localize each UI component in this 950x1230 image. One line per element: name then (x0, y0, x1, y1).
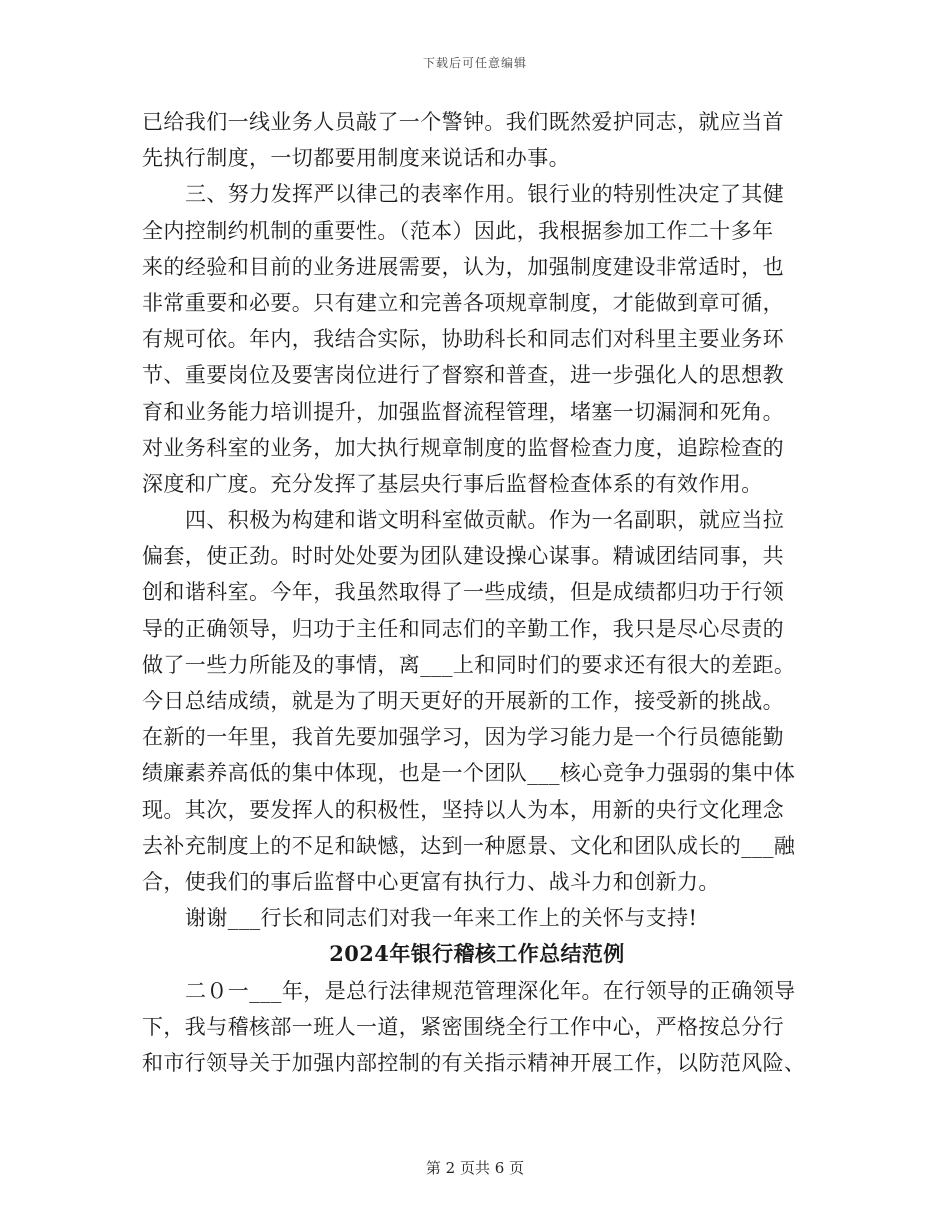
text-line: 在新的一年里，我首先要加强学习，因为学习能力是一个行员德能勤 (142, 725, 784, 750)
text-line: 有规可依。年内，我结合实际，协助科长和同志们对科里主要业务环 (142, 327, 784, 352)
text-line: 和市行领导关于加强内部控制的有关指示精神开展工作，以防范风险、 (142, 1050, 806, 1075)
text-line: 来的经验和目前的业务进展需要，认为，加强制度建设非常适时，也 (142, 254, 784, 279)
page-number: 第 2 页共 6 页 (425, 1159, 525, 1177)
text-line: 做了一些力所能及的事情，离___上和同时们的要求还有很大的差距。 (142, 652, 796, 677)
text-line: 对业务科室的业务，加大执行规章制度的监督检查力度，追踪检查的 (142, 435, 784, 460)
text-line: 三、努力发挥严以律己的表率作用。银行业的特别性决定了其健 (185, 182, 785, 207)
text-line: 先执行制度，一切都要用制度来说话和办事。 (142, 146, 570, 171)
page-header-note: 下载后可任意编辑 (422, 56, 527, 70)
text-line: 现。其次，要发挥人的积极性，坚持以人为本，用新的央行文化理念 (142, 797, 784, 822)
text-line: 已给我们一线业务人员敲了一个警钟。我们既然爱护同志，就应当首 (142, 110, 784, 134)
text-line: 谢谢___行长和同志们对我一年来工作上的关怀与支持! (185, 906, 698, 931)
paragraphs-before-title (142, 104, 812, 936)
text-line: 非常重要和必要。只有建立和完善各项规章制度，才能做到章可循， (142, 290, 784, 315)
section-title: 2024年银行稽核工作总结范例 (329, 941, 625, 967)
text-line: 今日总结成绩，就是为了明天更好的开展新的工作，接受新的挑战。 (142, 689, 784, 713)
text-line: 下，我与稽核部一班人一道，紧密围绕全行工作中心，严格按总分行 (142, 1014, 784, 1039)
text-line: 去补充制度上的不足和缺憾，达到一种愿景、文化和团队成长的___融 (142, 833, 796, 858)
paragraphs-after-title (142, 973, 812, 1082)
text-line: 合，使我们的事后监督中心更富有执行力、战斗力和创新力。 (142, 869, 720, 894)
text-line: 二０一___年，是总行法律规范管理深化年。在行领导的正确领导 (185, 978, 796, 1003)
text-line: 育和业务能力培训提升，加强监督流程管理，堵塞一切漏洞和死角。 (142, 399, 784, 424)
text-line: 偏套，使正劲。时时处处要为团队建设操心谋事。精诚团结同事，共 (142, 544, 784, 569)
text-line: 节、重要岗位及要害岗位进行了督察和普查，进一步强化人的思想教 (142, 363, 784, 388)
text-line: 四、积极为构建和谐文明科室做贡献。作为一名副职，就应当拉 (185, 508, 785, 533)
text-line: 深度和广度。充分发挥了基层央行事后监督检查体系的有效作用。 (142, 471, 763, 496)
text-line: 绩廉素养高低的集中体现，也是一个团队___核心竞争力强弱的集中体 (142, 761, 796, 786)
text-line: 导的正确领导，归功于主任和同志们的辛勤工作，我只是尽心尽责的 (142, 616, 784, 641)
text-line: 全内控制约机制的重要性。（范本）因此，我根据参加工作二十多年 (142, 218, 774, 243)
document-body (142, 104, 812, 1081)
text-line: 创和谐科室。今年，我虽然取得了一些成绩，但是成绩都归功于行领 (142, 580, 784, 605)
